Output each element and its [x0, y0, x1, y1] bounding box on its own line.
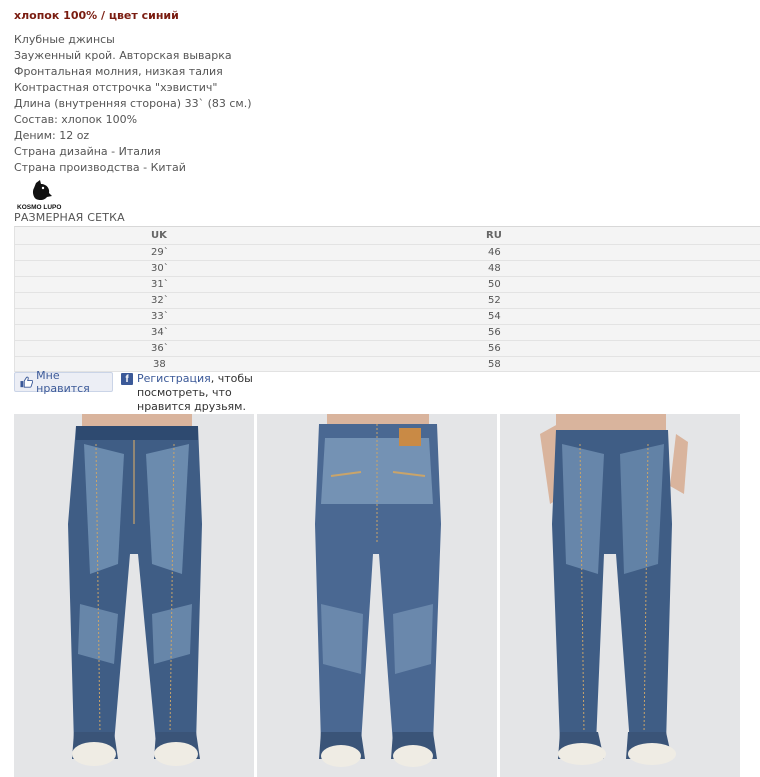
like-label: Мне нравится [36, 369, 90, 395]
table-cell: 58 [488, 359, 501, 370]
table-cell: 52 [488, 295, 501, 306]
table-cell: 56 [488, 327, 501, 338]
table-cell: 50 [488, 279, 501, 290]
table-cell: 31` [151, 279, 169, 290]
size-chart-title: РАЗМЕРНАЯ СЕТКА [14, 211, 125, 224]
detail-line: Состав: хлопок 100% [14, 113, 138, 126]
product-photo-side[interactable] [500, 414, 740, 777]
detail-line: Страна производства - Китай [14, 161, 186, 174]
table-cell: 46 [488, 247, 501, 258]
register-link[interactable]: Регистрация [137, 372, 211, 385]
column-header-uk: UK [151, 230, 167, 241]
table-cell: 48 [488, 263, 501, 274]
detail-line: Фронтальная молния, низкая талия [14, 65, 223, 78]
detail-line: Деним: 12 oz [14, 129, 90, 142]
table-cell: 30` [151, 263, 169, 274]
table-cell: 32` [151, 295, 169, 306]
size-table [14, 226, 760, 372]
product-photo-front[interactable] [14, 414, 254, 777]
detail-line: Клубные джинсы [14, 33, 115, 46]
product-title: хлопок 100% / цвет синий [14, 9, 179, 22]
table-cell: 33` [151, 311, 169, 322]
detail-line: Страна дизайна - Италия [14, 145, 161, 158]
detail-line: Контрастная отстрочка "хэвистич" [14, 81, 218, 94]
like-button[interactable] [14, 369, 113, 395]
wolf-icon [33, 180, 52, 200]
detail-line: Длина (внутренняя сторона) 33` (83 см.) [14, 97, 252, 110]
table-cell: 38 [153, 359, 166, 370]
thumbs-up-icon [20, 376, 33, 388]
column-header-ru: RU [486, 230, 502, 241]
detail-line: Зауженный крой. Авторская выварка [14, 49, 232, 62]
product-details [14, 32, 251, 176]
table-cell: 29` [151, 247, 169, 258]
product-photo-back[interactable] [257, 414, 497, 777]
logo-text: KOSMO LUPO [17, 204, 62, 211]
register-text: , чтобы посмотреть, что нравится друзьям. [137, 372, 253, 413]
facebook-icon: f [121, 373, 133, 385]
table-cell: 34` [151, 327, 169, 338]
facebook-register-text [137, 372, 287, 414]
brand-logo [16, 179, 74, 211]
table-cell: 54 [488, 311, 501, 322]
table-cell: 36` [151, 343, 169, 354]
table-cell: 56 [488, 343, 501, 354]
